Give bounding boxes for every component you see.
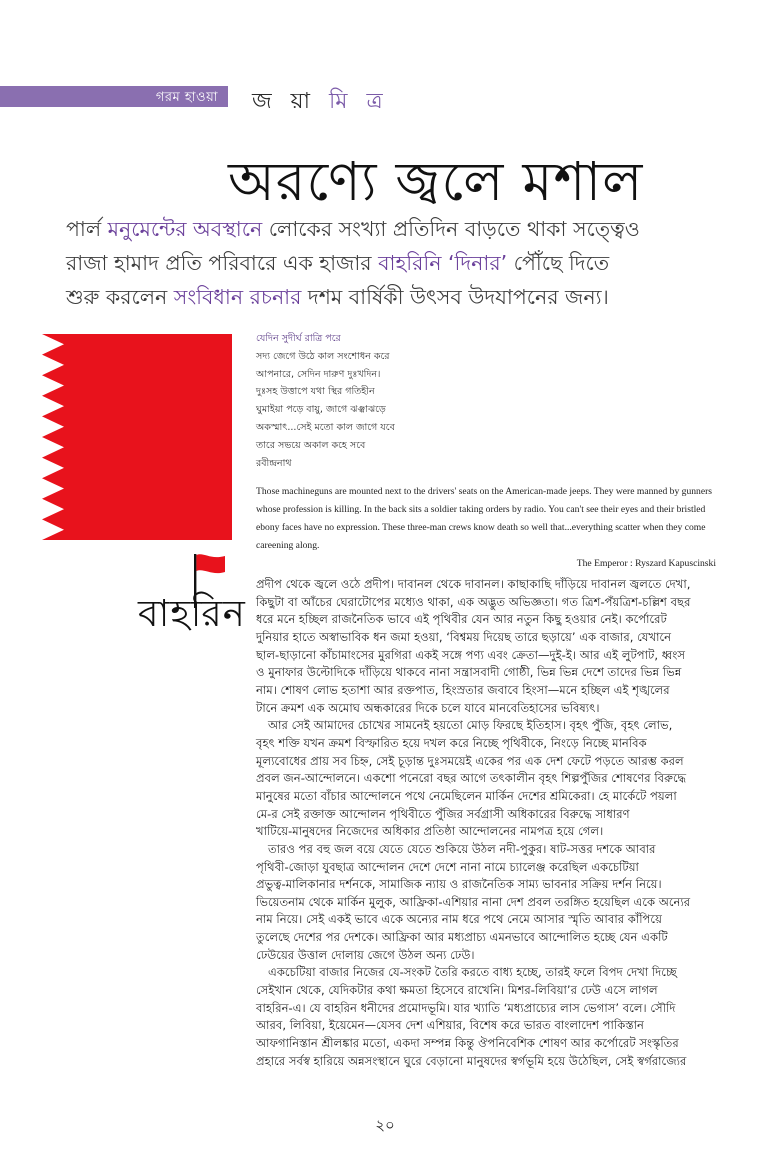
poem-line: ঘুমাইয়া পড়ে বায়ু, জাগে ঝঞ্ঝাঝড়ে xyxy=(256,404,386,416)
body-line: নাম নিয়ে। সেই একই ভাবে একে অন্যের নাম ধরে পথে নেমে আসার স্মৃতি আবার কাঁপিয়ে xyxy=(256,912,662,927)
body-line: ঢেউয়ের উত্তাল দোলায় জেগে উঠল অন্য ঢেউ। xyxy=(256,947,475,962)
body-line: আরব, লিবিয়া, ইয়েমেন—যেসব দেশ এশিয়ার, বিশেষ করে ভারত বাংলাদেশ পাকিস্তান xyxy=(256,1018,644,1033)
body-line: প্রবল জন-আন্দোলনে। একশো পনেরো বছর আগে তৎকালীন বৃহৎ শিল্পপুঁজির শোষণের বিরুদ্ধে xyxy=(256,771,687,786)
author-first-name: জ য়া xyxy=(252,89,317,114)
body-line: টানে ক্রমশ এক অমোঘ অন্ধকারের দিকে চলে যাবে মানবেতিহাসের ভবিষ্যৎ। xyxy=(256,700,600,715)
body-line: বৃহৎ শক্তি যখন ক্রমশ বিস্ফারিত হয়ে দখল করে নিচ্ছে পৃথিবীকে, নিংড়ে নিচ্ছে মানবিক xyxy=(256,735,647,750)
author-last-name: মি ত্র xyxy=(329,89,389,114)
body-line: প্রহারে সর্বস্ব হারিয়ে অন্নসংস্থানে ঘুরে বেড়ানো মানুষদের স্বর্গভূমি হয়ে উঠেছিল, সেই স্বর্গরাজ্যের xyxy=(256,1053,687,1068)
body-line: তুলেছে দেশের পর দেশকে। আফ্রিকা আর মধ্যপ্রাচ্য এমনভাবে আন্দোলিত হচ্ছে যেন একটি xyxy=(256,930,668,945)
quote-text: Those machineguns are mounted next to the drivers' seats on the American-made jeeps. They were manned by gunners whose profession is killing. In the back sits a soldier taking orders by radio. You can't see their eyes and their bristled ebony faces have no expression. These three-man crews know death so well that...everything scatter when they come careening along. xyxy=(256,486,713,551)
author-name xyxy=(252,84,389,121)
epigraph-quote xyxy=(256,483,716,573)
column-label: গরম হাওয়া xyxy=(155,90,218,105)
body-line: তারও পর বহু জল বয়ে যেতে যেতে শুকিয়ে উঠল নদী-পুকুর। ষাট-সত্তর দশকে আবার xyxy=(268,841,656,856)
poem-line: সদ্য জেগে উঠে কাল সংশোধন করে xyxy=(256,350,390,362)
standfirst-text: শুরু করলেন xyxy=(66,285,174,309)
body-line: ধরে মনে হচ্ছিল রাজনৈতিক ভাবে এই পৃথিবীর যেন আর নতুন কিছু হওয়ার নেই। কর্পোরেট xyxy=(256,612,667,627)
article-headline: অরণ্যে জ্বলে মশাল xyxy=(228,150,644,213)
poem-line: দুঃসহ উত্তাপে যথা স্থির গতিহীন xyxy=(256,386,375,398)
body-line: আফগানিস্তান শ্রীলঙ্কার মতো, একদা সম্পন্ন কিন্তু ঔপনিবেশিক শোষণ আর কর্পোরেট সংস্কৃতির xyxy=(256,1036,679,1051)
poem-author: রবীন্দ্রনাথ xyxy=(256,457,292,469)
body-line: প্রদীপ থেকে জ্বলে ওঠে প্রদীপ। দাবানল থেকে দাবানল। কাছাকাছি দাঁড়িয়ে দাবানল জ্বলতে দেখা, xyxy=(256,577,691,591)
standfirst xyxy=(66,212,736,314)
standfirst-highlight: সংবিধান রচনার xyxy=(173,285,302,309)
body-line: ও মুনাফার উল্টোদিকে দাঁড়িয়ে থাকবে নানা সন্ত্রাসবাদী গোষ্ঠী, ভিন্ন ভিন্ন দেশে তাদের ভিন্ন ভিন্ন xyxy=(256,665,682,680)
country-name: বাহরিন xyxy=(138,592,246,635)
body-line: মূল্যবোধের প্রায় সব চিহ্ন, সেই চূড়ান্ত দুঃসময়েই একের পর এক দেশ ফেটে পড়তে আরম্ভ করল xyxy=(256,753,684,768)
body-line: নাম। শোষণ লোভ হতাশা আর রক্তপাত, হিংস্রতার জবাবে হিংসা—মনে হচ্ছিল এই শৃঙ্খলের xyxy=(256,682,670,697)
standfirst-text: পৌঁছে দিতে xyxy=(507,251,610,275)
body-line: ভিয়েতনাম থেকে মার্কিন মুলুক, আফ্রিকা-এশিয়ার নানা দেশ প্রবল তরঙ্গিত হয়েছিল একে অন্যের xyxy=(256,894,691,909)
bahrain-flag-image xyxy=(26,334,232,540)
poem-line: আপনারে, সেদিন দারুণ দুঃখদিন। xyxy=(256,368,381,380)
body-line: খাটিয়ে-মানুষদের নিজেদের অধিকার প্রতিষ্ঠা আন্দোলনের নামপত্র হয়ে গেল। xyxy=(256,824,604,839)
standfirst-text: লোকের সংখ্যা প্রতিদিন বাড়তে থাকা সত্ত্বেও xyxy=(262,217,640,241)
article-body xyxy=(256,576,716,1070)
body-line: ছাল-ছাড়ানো কাঁচামাংসের মুরগিরা একই সঙ্গে পণ্য এবং ক্রেতা—দুই-ই। আর এই লুটপাট, ধ্বংস xyxy=(256,647,686,662)
column-label-band xyxy=(0,86,228,107)
body-line: সেইখান থেকে, যেদিকটার কথা ক্ষমতা হিসেবে রাখেনি। মিশর-লিবিয়া’র ঢেউ এসে লাগল xyxy=(256,983,658,998)
body-line: প্রভুত্ব-মালিকানার দর্শনকে, সামাজিক ন্যায় ও রাজনৈতিক সাম্য ভাবনার সক্রিয় দর্শন নিয়ে। xyxy=(256,877,662,892)
standfirst-text: দশম বার্ষিকী উৎসব উদযাপনের জন্য। xyxy=(301,285,609,309)
body-line: একচেটিয়া বাজার নিজের যে-সংকট তৈরি করতে বাধ্য হচ্ছে, তারই ফলে বিপদ দেখা দিচ্ছে xyxy=(268,965,677,980)
quote-attribution: The Emperor : Ryszard Kapuscinski xyxy=(576,558,716,569)
body-line: দুনিয়ার হাতে অস্বাভাবিক ধন জমা হওয়া, ‘বিশ্বময় দিয়েছ তারে ছড়ায়ে’ এক বাজার, যেখানে xyxy=(256,629,672,644)
poem-line: তারে সভয়ে অকাল কহে সবে xyxy=(256,439,366,451)
standfirst-text: রাজা হামাদ প্রতি পরিবারে এক হাজার xyxy=(66,251,379,275)
standfirst-highlight: বাহরিনি ‘দিনার’ xyxy=(378,251,508,275)
standfirst-highlight: মনুমেন্টের অবস্থানে xyxy=(107,217,263,241)
body-line: কিছুটা বা আঁচের ঘেরাটোপের মধ্যেও থাকা, এক অদ্ভুত অভিজ্ঞতা। গত ত্রিশ-পঁয়ত্রিশ-চল্লিশ বছর xyxy=(256,594,691,609)
page-number: ২০ xyxy=(375,1116,395,1134)
body-line: বাহরিন-এ। যে বাহরিন ধনীদের প্রমোদভূমি। যার খ্যাতি ‘মধ্যপ্রাচ্যের লাস ভেগাস’ বলে। সৌদি xyxy=(256,1000,676,1015)
standfirst-text: পার্ল xyxy=(66,217,108,241)
body-line: মানুষের মতো বাঁচার আন্দোলনে পথে নেমেছিলেন মার্কিন দেশের শ্রমিকেরা। হে মার্কেটে পয়লা xyxy=(256,788,677,803)
body-line: পৃথিবী-জোড়া যুবছাত্র আন্দোলন দেশে দেশে নানা নামে চ্যালেঞ্জ করেছিল একচেটিয়া xyxy=(256,859,639,874)
body-line: আর সেই আমাদের চোখের সামনেই হয়তো মোড় ফিরছে ইতিহাস। বৃহৎ পুঁজি, বৃহৎ লোভ, xyxy=(268,718,673,733)
flag-cloth xyxy=(196,554,225,573)
epigraph-poem xyxy=(256,330,395,472)
body-line: মে-র সেই রক্তাক্ত আন্দোলন পৃথিবীতে পুঁজির সর্বগ্রাসী অধিকারের বিরুদ্ধে সাধারণ xyxy=(256,806,630,821)
poem-line: অকস্মাৎ...সেই মতো কাল জাগে যবে xyxy=(256,421,395,433)
poem-line: যেদিন সুদীর্ঘ রাত্রি পরে xyxy=(256,333,341,344)
